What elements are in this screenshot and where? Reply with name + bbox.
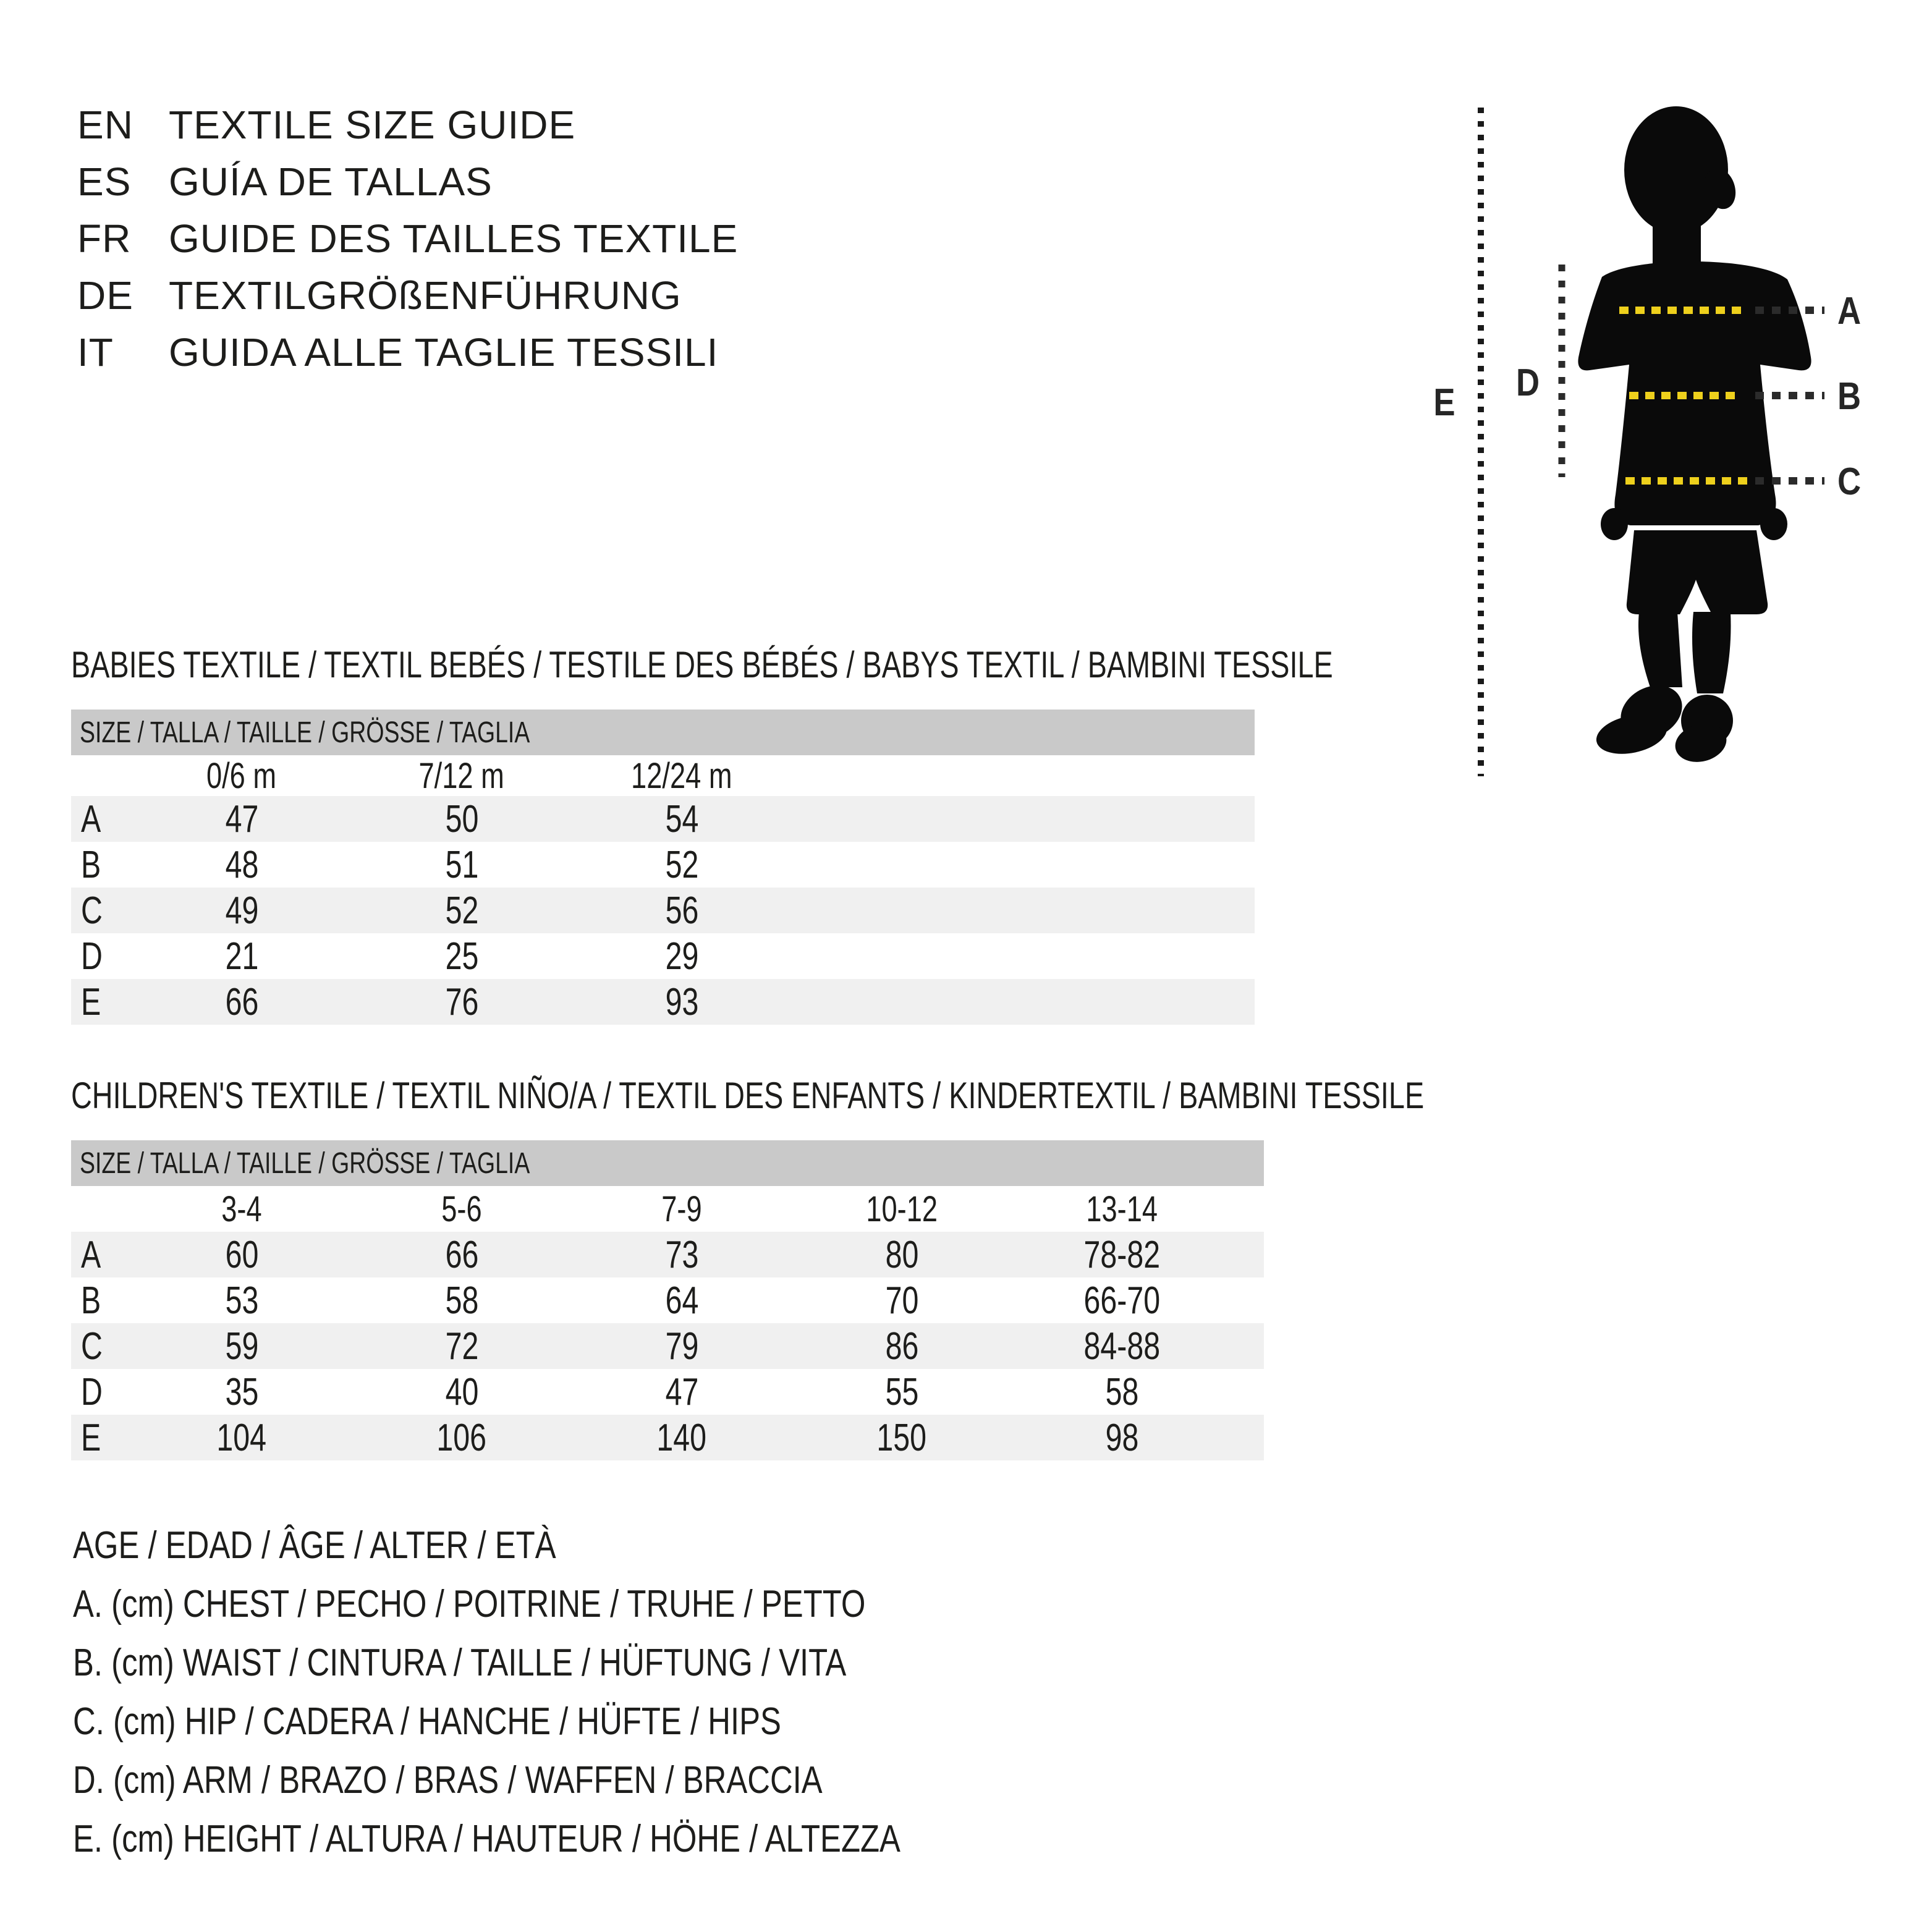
size-header-bar [71,1140,1264,1186]
table-cell: 52 [445,889,478,932]
babies-section-heading [71,645,1689,685]
row-label: C [81,1324,103,1368]
table-row [71,1369,1264,1415]
language-title: GUÍA DE TALLAS [169,159,493,204]
table-cell: 60 [225,1233,258,1276]
size-header-label: SIZE / TALLA / TAILLE / GRÖSSE / TAGLIA [80,716,530,749]
measurement-legend [73,1516,1082,1868]
column-header-row [71,1186,1264,1232]
table-cell: 66 [225,980,258,1023]
row-label: A [81,1233,101,1276]
language-row [77,210,738,267]
table-cell: 56 [665,889,698,932]
table-cell: 54 [665,797,698,841]
table-cell: 84-88 [1083,1324,1160,1368]
table-cell: 58 [1105,1370,1138,1413]
table-cell: 86 [885,1324,918,1368]
language-title: GUIDA ALLE TAGLIE TESSILI [169,330,719,375]
table-cell: 73 [665,1233,698,1276]
table-cell: 66 [445,1233,478,1276]
table-cell: 64 [665,1279,698,1322]
table-row [71,1323,1264,1369]
table-row [71,933,1255,979]
table-row [71,1277,1264,1323]
table-cell: 79 [665,1324,698,1368]
table-row [71,1232,1264,1277]
size-header-bar [71,710,1255,755]
table-cell: 72 [445,1324,478,1368]
table-cell: 106 [436,1416,487,1459]
table-cell: 50 [445,797,478,841]
language-title: GUIDE DES TAILLES TEXTILE [169,216,739,261]
table-row [71,796,1255,842]
legend-line-height: E. (cm) HEIGHT / ALTURA / HAUTEUR / HÖHE / ALTEZZA [73,1818,900,1860]
legend-line-age: AGE / EDAD / ÂGE / ALTER / ETÀ [73,1524,556,1567]
table-cell: 51 [445,843,478,886]
row-label: C [81,889,103,932]
legend-line-waist: B. (cm) WAIST / CINTURA / TAILLE / HÜFTUNG / VITA [73,1642,847,1684]
table-cell: 104 [216,1416,267,1459]
language-row [77,96,738,153]
babies-size-table [71,710,1255,1025]
table-cell: 98 [1105,1416,1138,1459]
figure-label-b: B [1837,375,1862,418]
table-cell: 53 [225,1279,258,1322]
row-label: D [81,1370,103,1413]
table-cell: 35 [225,1370,258,1413]
row-label: E [81,1416,101,1459]
column-header: 5-6 [441,1188,482,1229]
table-row [71,1415,1264,1460]
table-row [71,979,1255,1025]
table-cell: 58 [445,1279,478,1322]
column-header: 0/6 m [206,755,277,796]
row-label: D [81,934,103,978]
column-header: 10-12 [866,1188,938,1229]
legend-line-chest: A. (cm) CHEST / PECHO / POITRINE / TRUHE / PETTO [73,1583,866,1625]
figure-label-d: D [1515,362,1540,405]
table-cell: 25 [445,934,478,978]
table-cell: 66-70 [1083,1279,1160,1322]
table-cell: 70 [885,1279,918,1322]
table-cell: 52 [665,843,698,886]
table-cell: 93 [665,980,698,1023]
language-row [77,267,738,324]
table-cell: 47 [225,797,258,841]
table-cell: 78-82 [1083,1233,1160,1276]
language-title-list [77,96,738,381]
babies-heading-text: BABIES TEXTILE / TEXTIL BEBÉS / TESTILE DES BÉBÉS / BABYS TEXTIL / BAMBINI TESSILE [71,644,1333,685]
children-size-table [71,1140,1264,1460]
figure-label-c: C [1837,460,1862,504]
language-code: EN [77,103,133,147]
row-label: E [81,980,101,1023]
table-cell: 49 [225,889,258,932]
table-cell: 40 [445,1370,478,1413]
language-code: FR [77,216,132,261]
children-section-heading [71,1075,1806,1116]
language-title: TEXTILGRÖßENFÜHRUNG [169,273,682,318]
column-header: 7-9 [661,1188,702,1229]
legend-line-arm: D. (cm) ARM / BRAZO / BRAS / WAFFEN / BRACCIA [73,1759,823,1802]
table-cell: 48 [225,843,258,886]
table-row [71,842,1255,888]
column-header: 3-4 [221,1188,262,1229]
legend-line-hip: C. (cm) HIP / CADERA / HANCHE / HÜFTE / HIPS [73,1700,781,1743]
figure-label-e: E [1433,381,1455,425]
table-row [71,888,1255,933]
table-cell: 150 [876,1416,927,1459]
column-header: 13-14 [1086,1188,1158,1229]
table-cell: 55 [885,1370,918,1413]
language-code: ES [77,159,132,204]
table-cell: 21 [225,934,258,978]
table-cell: 76 [445,980,478,1023]
language-row [77,153,738,210]
language-code: IT [77,330,114,375]
column-header: 7/12 m [418,755,505,796]
row-label: B [81,843,101,886]
column-header-row [71,755,1255,796]
table-cell: 29 [665,934,698,978]
language-row [77,324,738,381]
language-code: DE [77,273,133,318]
row-label: B [81,1279,101,1322]
table-cell: 47 [665,1370,698,1413]
column-header: 12/24 m [631,755,732,796]
table-cell: 140 [656,1416,707,1459]
table-cell: 59 [225,1324,258,1368]
size-header-label: SIZE / TALLA / TAILLE / GRÖSSE / TAGLIA [80,1146,530,1180]
language-title: TEXTILE SIZE GUIDE [169,103,576,147]
row-label: A [81,797,101,841]
figure-label-a: A [1837,290,1862,333]
children-heading-text: CHILDREN'S TEXTILE / TEXTIL NIÑO/A / TEXTIL DES ENFANTS / KINDERTEXTIL / BAMBINI TESSILE [71,1075,1425,1116]
table-cell: 80 [885,1233,918,1276]
